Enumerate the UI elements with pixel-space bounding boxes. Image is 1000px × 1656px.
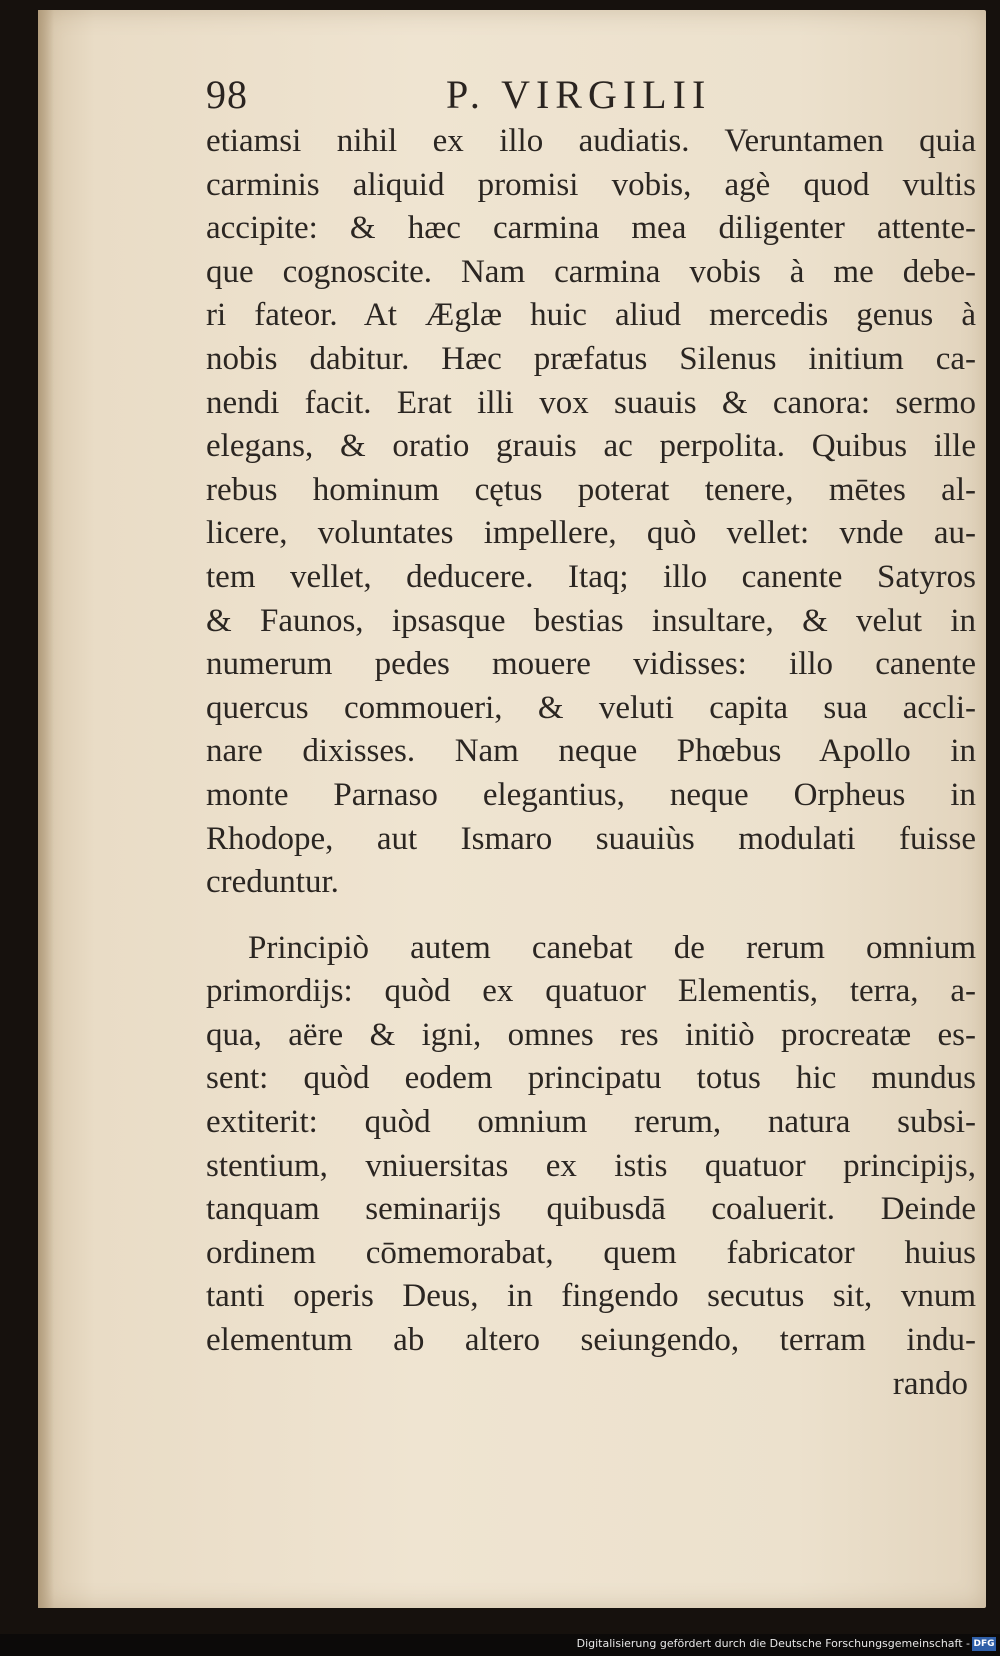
text-line: tanquam seminarijs quibusdā coaluerit. Deinde bbox=[206, 1191, 976, 1228]
text-line: tanti operis Deus, in fingendo secutus sit, vnum bbox=[206, 1278, 976, 1315]
body-text bbox=[206, 120, 976, 1406]
text-line: Principiò autem canebat de rerum omnium bbox=[248, 929, 976, 966]
text-line: nare dixisses. Nam neque Phœbus Apollo in bbox=[206, 733, 976, 770]
digitization-credit-bar bbox=[0, 1634, 1000, 1656]
text-line: que cognoscite. Nam carmina vobis à me debe- bbox=[206, 253, 976, 290]
text-line: carminis aliquid promisi vobis, agè quod vultis bbox=[206, 166, 976, 203]
text-line: etiamsi nihil ex illo audiatis. Veruntamen quia bbox=[206, 123, 976, 159]
text-line: elementum ab altero seiungendo, terram indu- bbox=[206, 1322, 976, 1359]
paragraph-gap bbox=[206, 905, 976, 927]
dfg-logo: DFG bbox=[973, 1639, 995, 1649]
text-line: tem vellet, deducere. Itaq; illo canente Satyros bbox=[206, 558, 976, 595]
text-line: licere, voluntates impellere, quò vellet: vnde au- bbox=[206, 515, 976, 552]
text-line: nobis dabitur. Hæc præfatus Silenus initium ca- bbox=[206, 340, 976, 377]
text-line: Rhodope, aut Ismaro suauiùs modulati fuisse bbox=[206, 820, 976, 857]
running-head: P. VIRGILII bbox=[446, 72, 712, 117]
text-line: quercus commoueri, & veluti capita sua accli- bbox=[206, 689, 976, 726]
text-line: nendi facit. Erat illi vox suauis & canora: sermo bbox=[206, 384, 976, 421]
text-line: ri fateor. At Æglæ huic aliud mercedis genus à bbox=[206, 297, 976, 334]
text-line: creduntur. bbox=[206, 864, 339, 901]
catchword: rando bbox=[892, 1365, 968, 1402]
text-line: sent: quòd eodem principatu totus hic mundus bbox=[206, 1060, 976, 1097]
paragraph-1 bbox=[206, 120, 976, 905]
text-line: stentium, vniuersitas ex istis quatuor principijs, bbox=[206, 1147, 976, 1184]
text-line: ordinem cōmemorabat, quem fabricator huius bbox=[206, 1234, 976, 1271]
text-line: accipite: & hæc carmina mea diligenter attente- bbox=[206, 210, 976, 247]
text-line: & Faunos, ipsasque bestias insultare, & velut in bbox=[206, 602, 976, 639]
credit-text: Digitalisierung gefördert durch die Deutsche Forschungsgemeinschaft - bbox=[576, 1637, 970, 1650]
text-line: numerum pedes mouere vidisses: illo canente bbox=[206, 646, 976, 683]
page-edge-shadow bbox=[38, 10, 54, 1608]
text-line: monte Parnaso elegantius, neque Orpheus in bbox=[206, 776, 976, 813]
paragraph-2 bbox=[206, 927, 976, 1363]
text-line: extiterit: quòd omnium rerum, natura subsi- bbox=[206, 1104, 976, 1141]
page-header bbox=[206, 68, 906, 122]
text-line: elegans, & oratio grauis ac perpolita. Quibus ille bbox=[206, 428, 976, 465]
page-number: 98 bbox=[206, 72, 248, 117]
text-line: qua, aëre & igni, omnes res initiò procreatæ es- bbox=[206, 1016, 976, 1053]
text-line: primordijs: quòd ex quatuor Elementis, terra, a- bbox=[206, 973, 976, 1010]
text-line: rebus hominum cętus poterat tenere, mētes al- bbox=[206, 471, 976, 508]
